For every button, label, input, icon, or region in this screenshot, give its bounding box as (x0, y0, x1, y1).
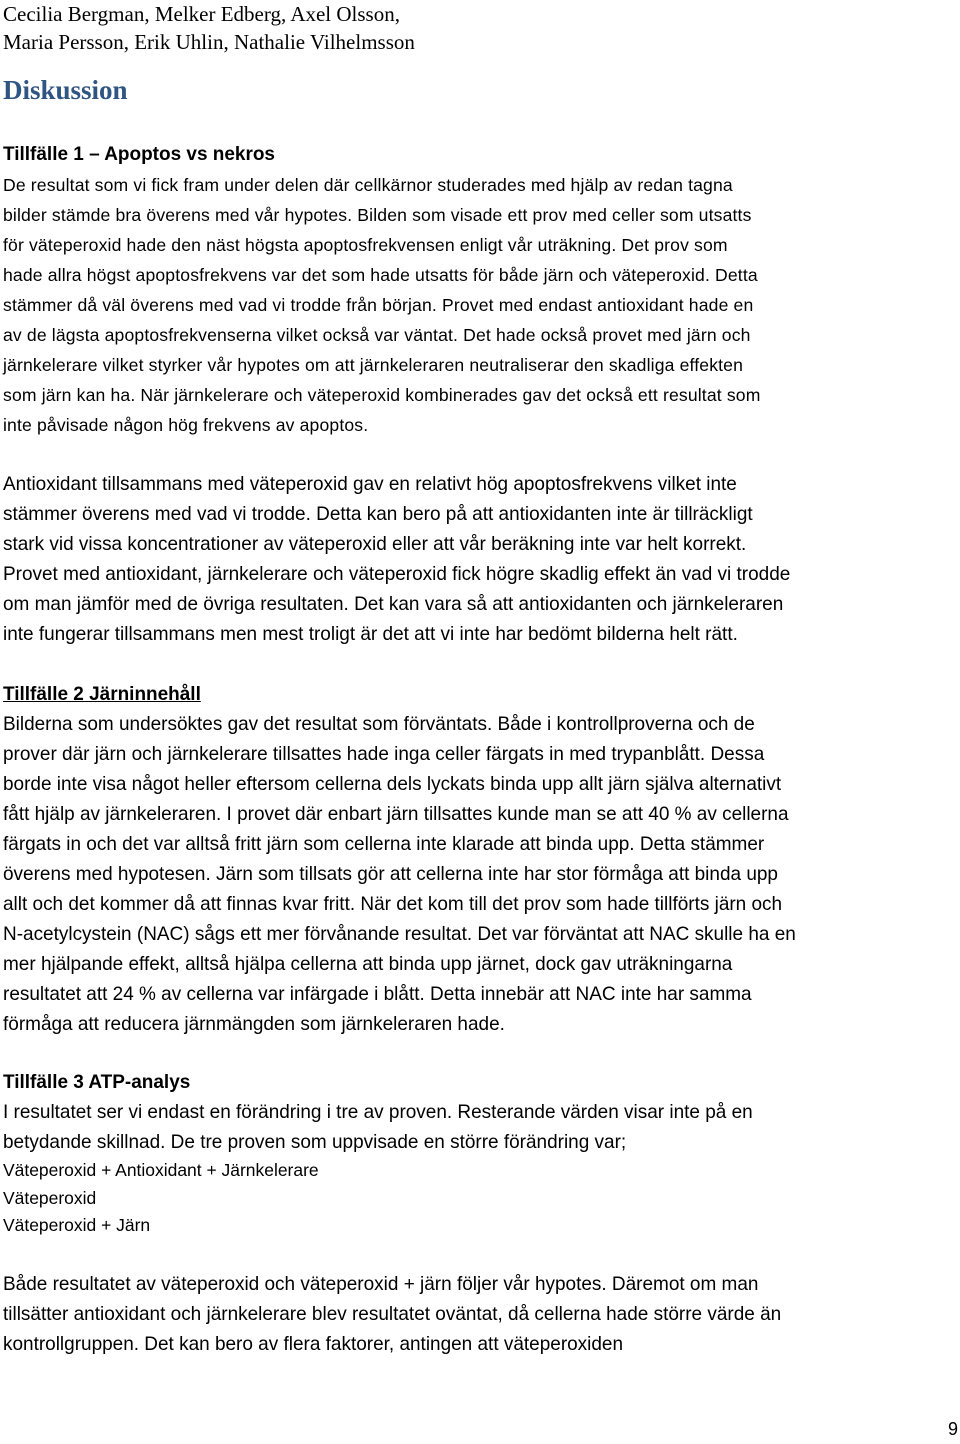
text-line: stämmer då väl överens med vad vi trodde från början. Provet med endast antioxidant hade en (3, 295, 754, 315)
text-line: Antioxidant tillsammans med väteperoxid gav en relativt hög apoptosfrekvens vilket inte (3, 474, 737, 495)
text-line: Provet med antioxidant, järnkelerare och väteperoxid fick högre skadlig effekt än vad vi trodde (3, 564, 791, 585)
text-line: prover där järn och järnkelerare tillsattes hade inga celler färgats in med trypanblått. Dessa (3, 744, 765, 765)
text-line: mer hjälpande effekt, alltså hjälpa cellerna att binda upp järnet, dock gav uträkningarna (3, 954, 733, 975)
text-line: N-acetylcystein (NAC) sågs ett mer förvånande resultat. Det var förväntat att NAC skulle ha en (3, 924, 796, 945)
list-item: Väteperoxid + Järn (3, 1215, 151, 1235)
text-line: som järn kan ha. När järnkelerare och väteperoxid kombinerades gav det också ett resultat som (3, 385, 761, 405)
s3-sample-list (3, 1157, 959, 1240)
list-item: Väteperoxid + Antioxidant + Järnkelerare (3, 1160, 319, 1180)
text-line: Bilderna som undersöktes gav det resultat som förväntats. Både i kontrollproverna och de (3, 714, 755, 735)
s1-paragraph-1 (3, 170, 959, 440)
section-title: Diskussion (3, 75, 128, 105)
s2-heading-text: Tillfälle 2 Järninnehåll (3, 684, 201, 705)
text-line: hade allra högst apoptosfrekvens var det som hade utsatts för både järn och väteperoxid. Detta (3, 265, 758, 285)
text-line: stark vid vissa koncentrationer av väteperoxid eller att vår beräkning inte var helt korrekt. (3, 534, 747, 555)
text-line: överens med hypotesen. Järn som tillsats gör att cellerna inte har stor förmåga att binda upp (3, 864, 778, 885)
text-line: De resultat som vi fick fram under delen där cellkärnor studerades med hjälp av redan tagna (3, 175, 733, 195)
text-line: I resultatet ser vi endast en förändring i tre av proven. Resterande värden visar inte på en (3, 1102, 753, 1123)
text-line: tillsätter antioxidant och järnkelerare blev resultatet oväntat, då cellerna hade större värde än (3, 1304, 782, 1325)
text-line: järnkelerare vilket styrker vår hypotes om att järnkeleraren neutraliserar den skadliga effekten (3, 355, 744, 375)
text-line: förmåga att reducera järnmängden som järnkeleraren hade. (3, 1014, 505, 1035)
authors-line-2: Maria Persson, Erik Uhlin, Nathalie Vilhelmsson (3, 30, 415, 54)
s3-paragraph-1 (3, 1098, 959, 1158)
page-number: 9 (947, 1419, 958, 1439)
author-header (3, 0, 415, 56)
text-line: inte påvisade någon hög frekvens av apoptos. (3, 415, 369, 435)
s1-heading: Tillfälle 1 – Apoptos vs nekros (3, 144, 275, 165)
text-line: fått hjälp av järnkeleraren. I provet där enbart järn tillsattes kunde man se att 40 % av cellerna (3, 804, 789, 825)
s2-paragraph-1 (3, 710, 959, 1040)
s3-paragraph-2 (3, 1270, 959, 1360)
text-line: färgats in och det var alltså fritt järn som cellerna inte klarade att binda upp. Detta stämmer (3, 834, 765, 855)
text-line: Både resultatet av väteperoxid och väteperoxid + järn följer vår hypotes. Däremot om man (3, 1274, 759, 1295)
text-line: stämmer överens med vad vi trodde. Detta kan bero på att antioxidanten inte är tillräckligt (3, 504, 753, 525)
s1-paragraph-2 (3, 470, 959, 650)
authors-line-1: Cecilia Bergman, Melker Edberg, Axel Olsson, (3, 2, 400, 26)
text-line: bilder stämde bra överens med vår hypotes. Bilden som visade ett prov med celler som utsatts (3, 205, 752, 225)
text-line: allt och det kommer då att finnas kvar fritt. När det kom till det prov som hade tillförts järn och (3, 894, 783, 915)
text-line: borde inte visa något heller eftersom cellerna dels lyckats binda upp allt järn själva alternativt (3, 774, 782, 795)
text-line: inte fungerar tillsammans men mest troligt är det att vi inte har bedömt bilderna helt rätt. (3, 624, 738, 645)
text-line: betydande skillnad. De tre proven som uppvisade en större förändring var; (3, 1132, 627, 1153)
s3-heading: Tillfälle 3 ATP-analys (3, 1072, 191, 1093)
list-item: Väteperoxid (3, 1187, 97, 1208)
text-line: av de lägsta apoptosfrekvenserna vilket också var väntat. Det hade också provet med järn och (3, 325, 751, 345)
text-line: resultatet att 24 % av cellerna var infärgade i blått. Detta innebär att NAC inte har samma (3, 984, 752, 1005)
text-line: kontrollgruppen. Det kan bero av flera faktorer, antingen att väteperoxiden (3, 1334, 624, 1355)
text-line: för väteperoxid hade den näst högsta apoptosfrekvensen enligt vår uträkning. Det prov som (3, 235, 728, 255)
s2-heading (3, 680, 959, 710)
text-line: om man jämför med de övriga resultaten. Det kan vara så att antioxidanten och järnkeleraren (3, 594, 784, 615)
